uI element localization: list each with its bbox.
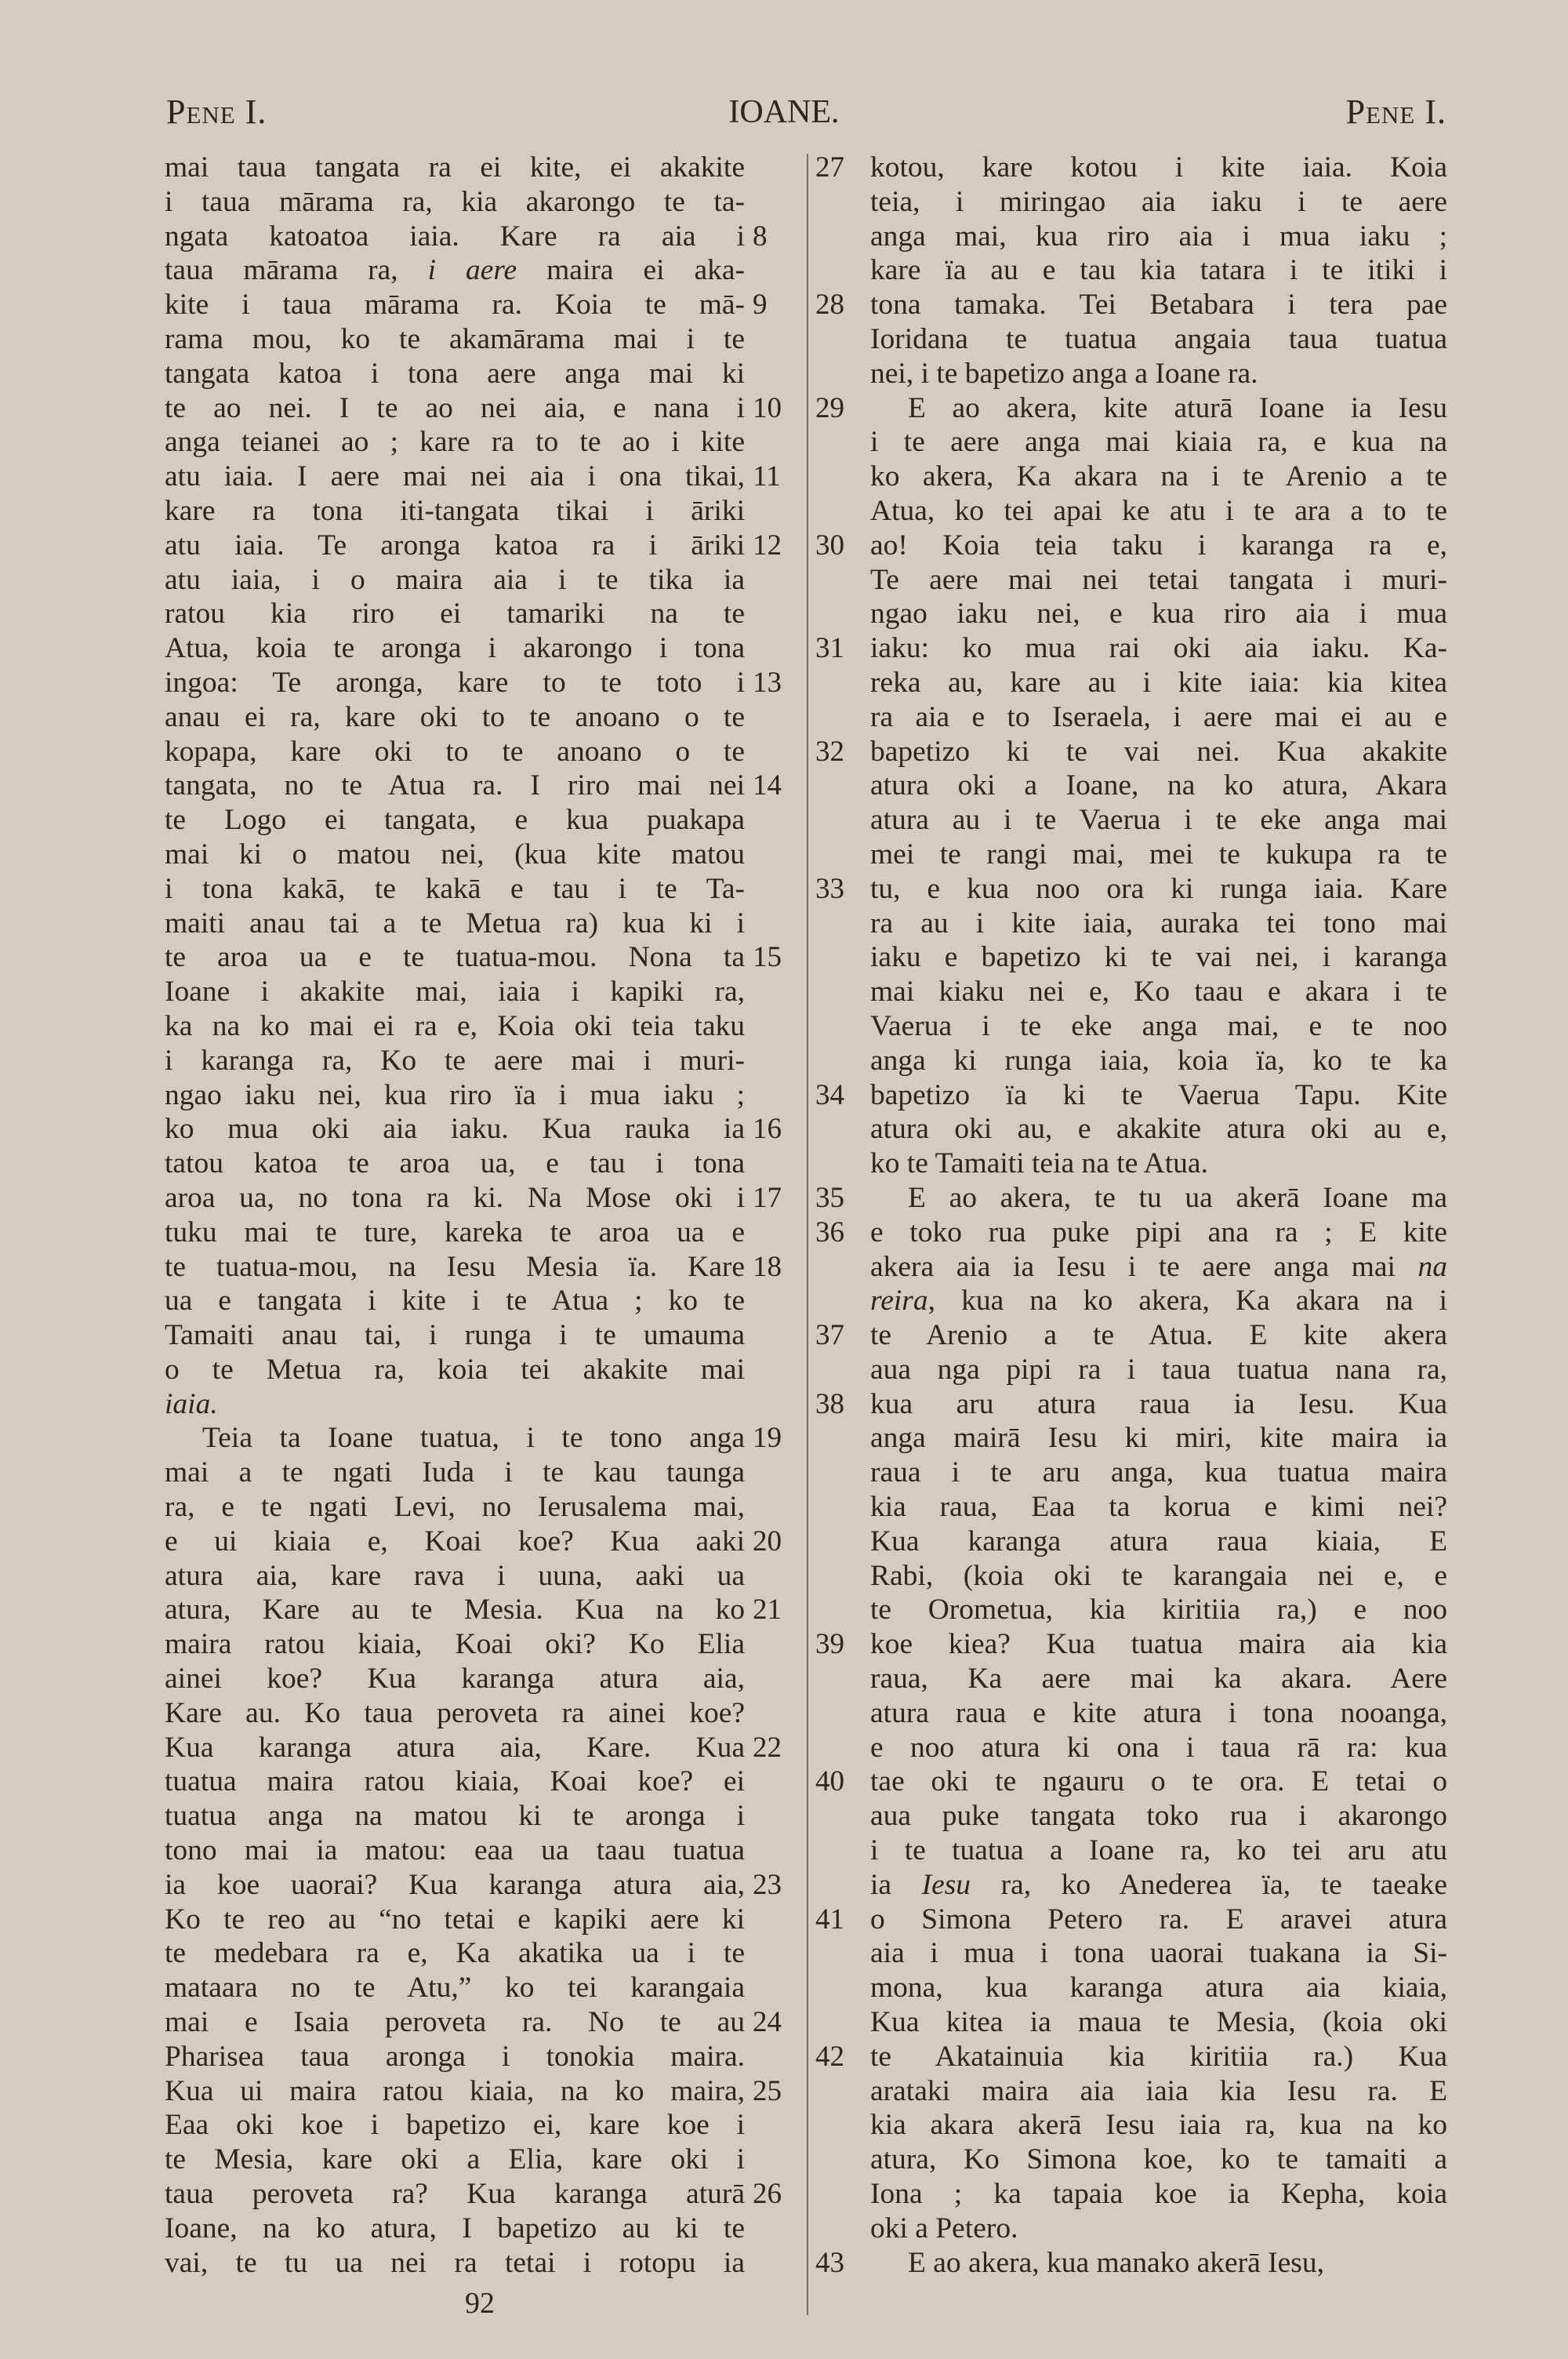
text-segment: Vaerua i te eke anga mai, e te noo bbox=[870, 1009, 1447, 1042]
text-line bbox=[165, 1559, 745, 1594]
text-segment: ra, ko Anederea ïa, te taeake bbox=[971, 1868, 1447, 1901]
text-segment: kia akara akerā Iesu iaia ra, kua na ko bbox=[870, 2109, 1447, 2142]
text-segment: Kua ui maira ratou kiaia, na ko maira, bbox=[165, 2074, 745, 2107]
text-segment: ra, e te ngati Levi, no Ierusalema mai, bbox=[165, 1491, 745, 1524]
verse-number: 27 bbox=[815, 151, 844, 184]
text-segment: kite i taua mārama ra. Koia te mā- bbox=[165, 289, 745, 322]
text-line bbox=[870, 357, 1447, 391]
text-line bbox=[165, 2246, 745, 2281]
text-segment: ao! Koia teia taku i karanga ra e, bbox=[870, 529, 1447, 562]
running-header-chapter-right: Pene I. bbox=[1345, 93, 1446, 131]
text-line bbox=[165, 2177, 782, 2212]
text-segment: te Orometua, kia kiritiia ra,) e noo bbox=[870, 1594, 1447, 1627]
text-segment: bapetizo ki te vai nei. Kua akakite bbox=[870, 735, 1447, 768]
text-segment: ia bbox=[870, 1868, 922, 1901]
text-line bbox=[165, 1971, 745, 2005]
text-line bbox=[870, 220, 1447, 254]
text-line bbox=[815, 529, 1447, 563]
text-column-right bbox=[815, 151, 1447, 2280]
verse-number: 14 bbox=[753, 769, 782, 802]
verse-number: 17 bbox=[753, 1181, 782, 1214]
text-line bbox=[870, 597, 1447, 631]
text-segment: mai ki o matou nei, (kua kite matou bbox=[165, 838, 745, 871]
text-line bbox=[165, 1078, 745, 1113]
text-segment: o Simona Petero ra. E aravei atura bbox=[870, 1903, 1447, 1936]
verse-number: 25 bbox=[753, 2074, 782, 2107]
verse-number: 39 bbox=[815, 1628, 844, 1661]
text-line bbox=[165, 631, 745, 666]
text-line bbox=[815, 1078, 1447, 1113]
text-segment: Kua karanga atura raua kiaia, E bbox=[870, 1525, 1447, 1558]
verse-number: 31 bbox=[815, 632, 844, 665]
text-line bbox=[870, 1525, 1447, 1559]
text-segment: Ko te reo au “no tetai e kapiki aere ki bbox=[165, 1903, 745, 1936]
text-line bbox=[870, 1112, 1447, 1147]
text-segment: aua nga pipi ra i taua tuatua nana ra, bbox=[870, 1353, 1447, 1386]
text-line bbox=[870, 1971, 1447, 2005]
text-segment: i te tuatua a Ioane ra, ko tei aru atu bbox=[870, 1834, 1447, 1867]
verse-number: 9 bbox=[753, 289, 768, 322]
text-segment: maiti anau tai a te Metua ra) kua ki i bbox=[165, 907, 745, 940]
text-segment: reka au, kare au i kite iaia: kia kitea bbox=[870, 666, 1447, 699]
text-segment: tona tamaka. Tei Betabara i tera pae bbox=[870, 289, 1447, 322]
verse-number: 35 bbox=[815, 1181, 844, 1214]
text-line bbox=[165, 1181, 782, 1216]
text-segment: nei, i te bapetizo anga a Ioane ra. bbox=[870, 357, 1258, 390]
text-line bbox=[165, 1731, 782, 1765]
text-segment: Kua kitea ia maua te Mesia, (koia oki bbox=[870, 2006, 1447, 2039]
text-line bbox=[870, 2177, 1447, 2212]
text-segment: aua puke tangata toko rua i akarongo bbox=[870, 1800, 1447, 1833]
text-line bbox=[165, 563, 745, 598]
text-segment: anga mairā Iesu ki miri, kite maira ia bbox=[870, 1422, 1447, 1455]
text-line bbox=[870, 1593, 1447, 1627]
text-segment: Ioane i akakite mai, iaia i kapiki ra, bbox=[165, 976, 745, 1009]
text-line bbox=[815, 2246, 1447, 2281]
text-line bbox=[815, 1216, 1447, 1250]
text-segment: raua i te aru anga, kua tuatua maira bbox=[870, 1456, 1447, 1489]
text-segment: e ui kiaia e, Koai koe? Kua aaki bbox=[165, 1525, 745, 1558]
text-segment: atu iaia. Te aronga katoa ra i āriki bbox=[165, 529, 745, 562]
text-line bbox=[815, 391, 1447, 426]
verse-number: 42 bbox=[815, 2040, 844, 2073]
text-line bbox=[815, 288, 1447, 322]
text-line bbox=[165, 872, 745, 907]
text-line bbox=[870, 700, 1447, 735]
text-segment: kotou, kare kotou i kite iaia. Koia bbox=[870, 151, 1447, 184]
text-segment: ngao iaku nei, kua riro ïa i mua iaku ; bbox=[165, 1078, 745, 1111]
text-line bbox=[870, 1250, 1447, 1285]
text-line bbox=[870, 769, 1447, 803]
verse-number: 40 bbox=[815, 1765, 844, 1798]
text-line bbox=[165, 185, 745, 220]
text-segment: ratou kia riro ei tamariki na te bbox=[165, 598, 745, 631]
text-segment: Rabi, (koia oki te karangaia nei e, e bbox=[870, 1559, 1447, 1592]
text-line bbox=[815, 1903, 1447, 1937]
text-line bbox=[165, 288, 768, 322]
text-line bbox=[870, 1353, 1447, 1387]
italic-text: Iesu bbox=[921, 1868, 971, 1901]
text-line bbox=[165, 1662, 745, 1696]
verse-number: 29 bbox=[815, 391, 844, 424]
text-segment: akera aia ia Iesu i te aere anga mai bbox=[870, 1250, 1418, 1283]
text-segment: bapetizo ïa ki te Vaerua Tapu. Kite bbox=[870, 1078, 1447, 1111]
verse-number: 37 bbox=[815, 1319, 844, 1352]
text-segment: vai, te tu ua nei ra tetai i rotopu ia bbox=[165, 2246, 745, 2279]
text-line bbox=[870, 1456, 1447, 1490]
text-segment: ko te Tamaiti teia na te Atua. bbox=[870, 1147, 1208, 1180]
text-line bbox=[870, 1421, 1447, 1456]
text-line bbox=[165, 1387, 745, 1422]
text-segment: atura au i te Vaerua i te eke anga mai bbox=[870, 804, 1447, 837]
text-segment: i te aere anga mai kiaia ra, e kua na bbox=[870, 426, 1447, 459]
text-segment: Atua, ko tei apai ke atu i te ara a to te bbox=[870, 494, 1447, 527]
verse-number: 12 bbox=[753, 529, 782, 562]
text-segment: i karanga ra, Ko te aere mai i muri- bbox=[165, 1044, 745, 1077]
text-line bbox=[165, 803, 745, 838]
text-segment: Atua, koia te aronga i akarongo i tona bbox=[165, 632, 745, 665]
text-segment: anga mai, kua riro aia i mua iaku ; bbox=[870, 220, 1447, 253]
text-segment: te tuatua-mou, na Iesu Mesia ïa. Kare bbox=[165, 1250, 745, 1283]
text-segment: aia i mua i tona uaorai tuakana ia Si- bbox=[870, 1937, 1447, 1970]
text-segment: mai taua tangata ra ei kite, ei akakite bbox=[165, 151, 745, 184]
text-segment: ingoa: Te aronga, kare to te toto i bbox=[165, 666, 745, 699]
text-segment: ua e tangata i kite i te Atua ; ko te bbox=[165, 1285, 745, 1318]
text-line bbox=[870, 1834, 1447, 1868]
text-segment: Teia ta Ioane tuatua, i te tono anga bbox=[202, 1422, 745, 1455]
text-line bbox=[165, 1627, 745, 1662]
text-segment: Pharisea taua aronga i tonokia maira. bbox=[165, 2040, 745, 2073]
text-line bbox=[870, 2005, 1447, 2040]
verse-number: 20 bbox=[753, 1525, 782, 1558]
verse-number: 28 bbox=[815, 289, 844, 322]
text-line bbox=[165, 1490, 745, 1525]
text-segment: E ao akera, kua manako akerā Iesu, bbox=[908, 2246, 1324, 2279]
text-line bbox=[870, 2108, 1447, 2143]
text-segment: arataki maira aia iaia kia Iesu ra. E bbox=[870, 2074, 1447, 2107]
text-line bbox=[165, 1147, 745, 1181]
verse-number: 36 bbox=[815, 1216, 844, 1249]
text-line bbox=[165, 2108, 745, 2143]
text-line bbox=[165, 1456, 745, 1490]
text-line bbox=[815, 1318, 1447, 1353]
italic-text: iaia. bbox=[165, 1387, 218, 1420]
text-line bbox=[870, 2074, 1447, 2109]
verse-number: 15 bbox=[753, 941, 782, 974]
text-line bbox=[165, 1009, 745, 1044]
text-segment: mei te rangi mai, mei te kukupa ra te bbox=[870, 838, 1447, 871]
text-line bbox=[870, 1799, 1447, 1834]
text-segment: atu iaia, i o maira aia i te tika ia bbox=[165, 563, 745, 596]
text-line bbox=[165, 1903, 745, 1937]
text-segment: te Akatainuia kia kiritiia ra.) Kua bbox=[870, 2040, 1447, 2073]
italic-text: na bbox=[1417, 1250, 1447, 1283]
text-line bbox=[870, 253, 1447, 288]
verse-number: 41 bbox=[815, 1903, 844, 1936]
text-segment: atu iaia. I aere mai nei aia i ona tikai, bbox=[165, 460, 745, 493]
page-number: 92 bbox=[465, 2287, 495, 2320]
text-line bbox=[165, 940, 782, 975]
text-line bbox=[870, 1490, 1447, 1525]
text-line bbox=[870, 563, 1447, 598]
text-segment: kia raua, Eaa ta korua e kimi nei? bbox=[870, 1491, 1447, 1524]
text-line bbox=[815, 2040, 1447, 2074]
text-segment: te Logo ei tangata, e kua puakapa bbox=[165, 804, 745, 837]
text-line bbox=[870, 1009, 1447, 1044]
text-line bbox=[815, 1627, 1447, 1662]
text-line bbox=[165, 2005, 782, 2040]
text-line bbox=[165, 838, 745, 872]
text-segment: e noo atura ki ona i taua rā ra: kua bbox=[870, 1731, 1447, 1764]
text-segment: aroa ua, no tona ra ki. Na Mose oki i bbox=[165, 1181, 745, 1214]
text-segment: tuatua anga na matou ki te aronga i bbox=[165, 1800, 745, 1833]
running-header-book-title: IOANE. bbox=[728, 94, 840, 130]
text-segment: ra aia e to Iseraela, i aere mai ei au e bbox=[870, 700, 1447, 733]
text-line bbox=[815, 735, 1447, 769]
verse-number: 23 bbox=[753, 1868, 782, 1901]
verse-number: 32 bbox=[815, 735, 844, 768]
text-line bbox=[165, 1216, 745, 1250]
text-line bbox=[165, 529, 782, 563]
text-segment: raua, Ka aere mai ka akara. Aere bbox=[870, 1663, 1447, 1696]
text-segment: i taua mārama ra, kia akarongo te ta- bbox=[165, 185, 745, 218]
text-segment: Eaa oki koe i bapetizo ei, kare koe i bbox=[165, 2109, 745, 2142]
text-segment: te medebara ra e, Ka akatika ua i te bbox=[165, 1937, 745, 1970]
text-line bbox=[165, 1318, 745, 1353]
text-segment: atura, Kare au te Mesia. Kua na ko bbox=[165, 1594, 745, 1627]
text-line bbox=[870, 1868, 1447, 1903]
text-line bbox=[165, 151, 745, 185]
text-segment: tangata, no te Atua ra. I riro mai nei bbox=[165, 769, 745, 802]
verse-number: 21 bbox=[753, 1594, 782, 1627]
text-line bbox=[165, 1421, 782, 1456]
text-line bbox=[165, 735, 745, 769]
text-segment: kare ïa au e tau kia tatara i te itiki i bbox=[870, 254, 1447, 287]
text-segment: mai a te ngati Iuda i te kau taunga bbox=[165, 1456, 745, 1489]
text-line bbox=[165, 700, 745, 735]
text-segment: Tamaiti anau tai, i runga i te umauma bbox=[165, 1319, 745, 1352]
text-segment: Kare au. Ko taua peroveta ra ainei koe? bbox=[165, 1696, 745, 1729]
text-line bbox=[870, 975, 1447, 1009]
text-line bbox=[165, 666, 782, 700]
verse-number: 10 bbox=[753, 391, 782, 424]
text-segment: kua aru atura raua ia Iesu. Kua bbox=[870, 1387, 1447, 1420]
text-line bbox=[870, 1044, 1447, 1078]
text-line bbox=[870, 940, 1447, 975]
text-segment: koe kiea? Kua tuatua maira aia kia bbox=[870, 1628, 1447, 1661]
text-segment: mona, kua karanga atura aia kiaia, bbox=[870, 1972, 1447, 2005]
text-segment: Kua karanga atura aia, Kare. Kua bbox=[165, 1731, 745, 1764]
text-segment: tu, e kua noo ora ki runga iaia. Kare bbox=[870, 872, 1447, 905]
text-line bbox=[815, 151, 1447, 185]
text-line bbox=[165, 220, 768, 254]
text-line bbox=[870, 907, 1447, 941]
text-segment: atura raua e kite atura i tona nooanga, bbox=[870, 1696, 1447, 1729]
text-segment: Ioane, na ko atura, I bapetizo au ki te bbox=[165, 2212, 745, 2245]
text-segment: oki a Petero. bbox=[870, 2212, 1018, 2245]
verse-number: 38 bbox=[815, 1387, 844, 1420]
verse-number: 8 bbox=[753, 220, 768, 253]
text-segment: anga teianei ao ; kare ra to te ao i kite bbox=[165, 426, 745, 459]
text-segment: mai e Isaia peroveta ra. No te au bbox=[165, 2006, 745, 2039]
text-line bbox=[815, 872, 1447, 907]
text-segment: ainei koe? Kua karanga atura aia, bbox=[165, 1663, 745, 1696]
text-line bbox=[815, 1765, 1447, 1799]
verse-number: 33 bbox=[815, 872, 844, 905]
text-segment: ngata katoatoa iaia. Kare ra aia i bbox=[165, 220, 745, 253]
text-line bbox=[165, 460, 781, 494]
text-line bbox=[165, 975, 745, 1009]
text-column-left bbox=[165, 151, 782, 2280]
text-line bbox=[165, 2143, 745, 2177]
verse-number: 16 bbox=[753, 1113, 782, 1146]
text-line bbox=[870, 185, 1447, 220]
italic-text: i aere bbox=[427, 254, 517, 287]
verse-number: 30 bbox=[815, 529, 844, 562]
text-line bbox=[165, 769, 782, 803]
text-segment: mai kiaku nei e, Ko taau e akara i te bbox=[870, 976, 1447, 1009]
text-line bbox=[165, 1834, 745, 1868]
text-line bbox=[165, 1799, 745, 1834]
text-segment: kare ra tona iti-tangata tikai i āriki bbox=[165, 494, 745, 527]
text-segment: tangata katoa i tona aere anga mai ki bbox=[165, 357, 745, 390]
text-line bbox=[870, 460, 1447, 494]
italic-text: reira bbox=[870, 1285, 928, 1318]
verse-number: 11 bbox=[753, 460, 781, 493]
text-line bbox=[165, 1696, 745, 1731]
text-segment: te ao nei. I te ao nei aia, e nana i bbox=[165, 391, 745, 424]
text-segment: teia, i miringao aia iaku i te aere bbox=[870, 185, 1447, 218]
text-segment: atura oki au, e akakite atura oki au e, bbox=[870, 1113, 1447, 1146]
text-segment: e toko rua puke pipi ana ra ; E kite bbox=[870, 1216, 1447, 1249]
text-segment: tuku mai te ture, kareka te aroa ua e bbox=[165, 1216, 745, 1249]
text-line bbox=[870, 1559, 1447, 1594]
text-segment: iaku e bapetizo ki te vai nei, i karanga bbox=[870, 941, 1447, 974]
text-line bbox=[165, 425, 745, 460]
text-segment: ko mua oki aia iaku. Kua rauka ia bbox=[165, 1113, 745, 1146]
text-segment: Ioridana te tuatua angaia taua tuatua bbox=[870, 322, 1447, 355]
verse-number: 18 bbox=[753, 1250, 782, 1283]
text-line bbox=[165, 2074, 782, 2109]
text-segment: i tona kakā, te kakā e tau i te Ta- bbox=[165, 872, 745, 905]
text-segment: Te aere mai nei tetai tangata i muri- bbox=[870, 563, 1447, 596]
text-segment: taua peroveta ra? Kua karanga aturā bbox=[165, 2178, 745, 2211]
text-segment: te Mesia, kare oki a Elia, kare oki i bbox=[165, 2143, 745, 2176]
text-segment: anau ei ra, kare oki to te anoano o te bbox=[165, 700, 745, 733]
text-segment: tae oki te ngauru o te ora. E tetai o bbox=[870, 1765, 1447, 1798]
text-segment: ka na ko mai ei ra e, Koia oki teia taku bbox=[165, 1009, 745, 1042]
text-line bbox=[870, 2212, 1447, 2246]
text-segment: o te Metua ra, koia tei akakite mai bbox=[165, 1353, 745, 1386]
text-line bbox=[870, 1147, 1447, 1181]
text-line bbox=[870, 1696, 1447, 1731]
verse-number: 13 bbox=[753, 666, 782, 699]
text-segment: ngao iaku nei, e kua riro aia i mua bbox=[870, 598, 1447, 631]
text-segment: te aroa ua e te tuatua-mou. Nona ta bbox=[165, 941, 745, 974]
text-line bbox=[815, 631, 1447, 666]
text-line bbox=[165, 2212, 745, 2246]
text-segment: ko akera, Ka akara na i te Arenio a te bbox=[870, 460, 1447, 493]
text-line bbox=[165, 2040, 745, 2074]
text-line bbox=[870, 2143, 1447, 2177]
text-segment: maira ei aka- bbox=[517, 254, 745, 287]
text-segment: atura, Ko Simona koe, ko te tamaiti a bbox=[870, 2143, 1447, 2176]
text-line bbox=[815, 1387, 1447, 1422]
text-line bbox=[165, 322, 745, 357]
text-segment: atura oki a Ioane, na ko atura, Akara bbox=[870, 769, 1447, 802]
text-segment: maira ratou kiaia, Koai oki? Ko Elia bbox=[165, 1628, 745, 1661]
text-line bbox=[165, 1112, 782, 1147]
text-line bbox=[870, 1731, 1447, 1765]
text-line bbox=[165, 597, 745, 631]
text-segment: Iona ; ka tapaia koe ia Kepha, koia bbox=[870, 2178, 1447, 2211]
text-segment: atura aia, kare rava i uuna, aaki ua bbox=[165, 1559, 745, 1592]
text-line bbox=[870, 1662, 1447, 1696]
text-line bbox=[870, 803, 1447, 838]
verse-number: 43 bbox=[815, 2246, 844, 2279]
text-line bbox=[815, 1181, 1447, 1216]
text-line bbox=[870, 322, 1447, 357]
verse-number: 26 bbox=[753, 2178, 782, 2211]
text-line bbox=[165, 1868, 782, 1903]
running-header-chapter-left: Pene I. bbox=[166, 93, 267, 131]
text-segment: kopapa, kare oki to te anoano o te bbox=[165, 735, 745, 768]
text-segment: mataara no te Atu,” ko tei karangaia bbox=[165, 1972, 745, 2005]
text-segment: anga ki runga iaia, koia ïa, ko te ka bbox=[870, 1044, 1447, 1077]
text-line bbox=[870, 1936, 1447, 1971]
text-segment: ia koe uaorai? Kua karanga atura aia, bbox=[165, 1868, 745, 1901]
text-line bbox=[870, 666, 1447, 700]
text-line bbox=[165, 1353, 745, 1387]
text-line bbox=[165, 494, 745, 529]
verse-number: 22 bbox=[753, 1731, 782, 1764]
text-segment: ra au i kite iaia, auraka tei tono mai bbox=[870, 907, 1447, 940]
text-segment: E ao akera, kite aturā Ioane ia Iesu bbox=[908, 391, 1447, 424]
text-line bbox=[165, 1525, 782, 1559]
text-line bbox=[165, 357, 745, 391]
text-segment: iaku: ko mua rai oki aia iaku. Ka- bbox=[870, 632, 1447, 665]
text-segment: te Arenio a te Atua. E kite akera bbox=[870, 1319, 1447, 1352]
text-line bbox=[165, 1044, 745, 1078]
text-segment: taua mārama ra, bbox=[165, 254, 428, 287]
text-line bbox=[165, 1936, 745, 1971]
text-segment: E ao akera, te tu ua akerā Ioane ma bbox=[908, 1181, 1447, 1214]
text-line bbox=[870, 425, 1447, 460]
text-line bbox=[165, 253, 745, 288]
text-line bbox=[870, 1284, 1447, 1318]
verse-number: 19 bbox=[753, 1422, 782, 1455]
text-line bbox=[870, 838, 1447, 872]
text-segment: , kua na ko akera, Ka akara na i bbox=[927, 1285, 1447, 1318]
text-line bbox=[165, 1765, 745, 1799]
text-segment: rama mou, ko te akamārama mai i te bbox=[165, 322, 745, 355]
text-line bbox=[165, 1593, 782, 1627]
text-line bbox=[165, 1250, 782, 1285]
text-segment: tono mai ia matou: eaa ua taau tuatua bbox=[165, 1834, 745, 1867]
verse-number: 24 bbox=[753, 2006, 782, 2039]
verse-number: 34 bbox=[815, 1078, 844, 1111]
text-line bbox=[870, 494, 1447, 529]
column-divider bbox=[807, 154, 808, 2315]
text-line bbox=[165, 1284, 745, 1318]
text-line bbox=[165, 391, 782, 426]
text-segment: tuatua maira ratou kiaia, Koai koe? ei bbox=[165, 1765, 745, 1798]
text-line bbox=[165, 907, 745, 941]
text-segment: tatou katoa te aroa ua, e tau i tona bbox=[165, 1147, 745, 1180]
